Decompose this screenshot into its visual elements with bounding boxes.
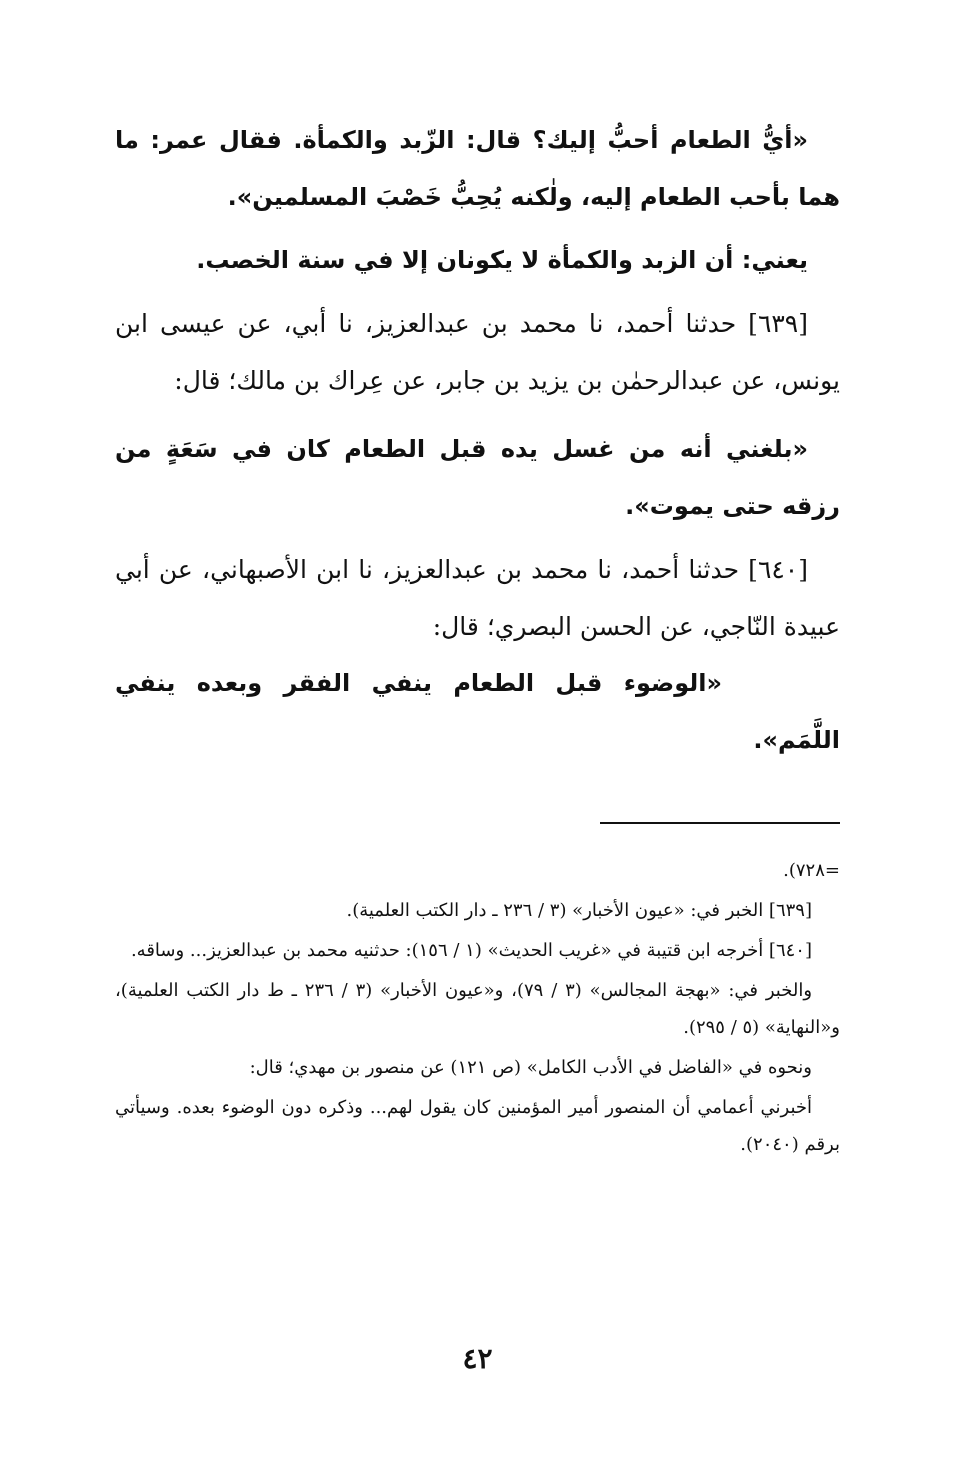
- main-text: [115, 112, 840, 769]
- quote-paragraph: «بلغني أنه من غسل يده قبل الطعام كان في سَعَةٍ من رزقه حتى يموت».: [115, 435, 840, 520]
- quote-paragraph: «الوضوء قبل الطعام ينفي الفقر وبعده ينفي اللَّمَم».: [115, 669, 840, 754]
- narration-640: [٦٤٠] حدثنا أحمد، نا محمد بن عبدالعزيز، نا ابن الأصبهاني، عن أبي عبيدة النّاجي، عن الحسن البصري؛ قال:: [115, 555, 840, 641]
- footnote: ونحوه في «الفاضل في الأدب الكامل» (ص ١٢١) عن منصور بن مهدي؛ قال:: [249, 1057, 812, 1078]
- commentary-paragraph: يعني: أن الزبد والكمأة لا يكونان إلا في سنة الخصب.: [196, 246, 808, 274]
- page-number: ٤٢: [462, 1342, 493, 1375]
- footnotes: [115, 852, 840, 1163]
- footnote: والخبر في: «بهجة المجالس» (٣ / ٧٩)، و«عيون الأخبار» (٣ / ٢٣٦ ـ ط دار الكتب العلمية)، و«النهاية» (٥ / ٢٩٥).: [115, 980, 840, 1038]
- footnote-640: [٦٤٠] أخرجه ابن قتيبة في «غريب الحديث» (١ / ١٥٦): حدثنيه محمد بن عبدالعزيز... وساقه.: [130, 940, 812, 961]
- footnote-639: [٦٣٩] الخبر في: «عيون الأخبار» (٣ / ٢٣٦ ـ دار الكتب العلمية).: [346, 900, 812, 921]
- quote-paragraph: «أيُّ الطعام أحبُّ إليك؟ قال: الزّبد والكمأة. فقال عمر: ما هما بأحب الطعام إليه، ولٰكنه يُحِبُّ خَصْبَ المسلمين».: [115, 126, 840, 211]
- footnote: أخبرني أعمامي أن المنصور أمير المؤمنين كان يقول لهم... وذكره دون الوضوء بعده. وسيأتي برقم (٢٠٤٠).: [115, 1097, 840, 1155]
- narration-639: [٦٣٩] حدثنا أحمد، نا محمد بن عبدالعزيز، نا أبي، عن عيسى ابن يونس، عن عبدالرحمٰن بن يزيد بن جابر، عن عِراك بن مالك؛ قال:: [115, 309, 840, 395]
- footnote-divider: [600, 822, 840, 824]
- footnote-continuation: =٧٢٨).: [783, 860, 840, 881]
